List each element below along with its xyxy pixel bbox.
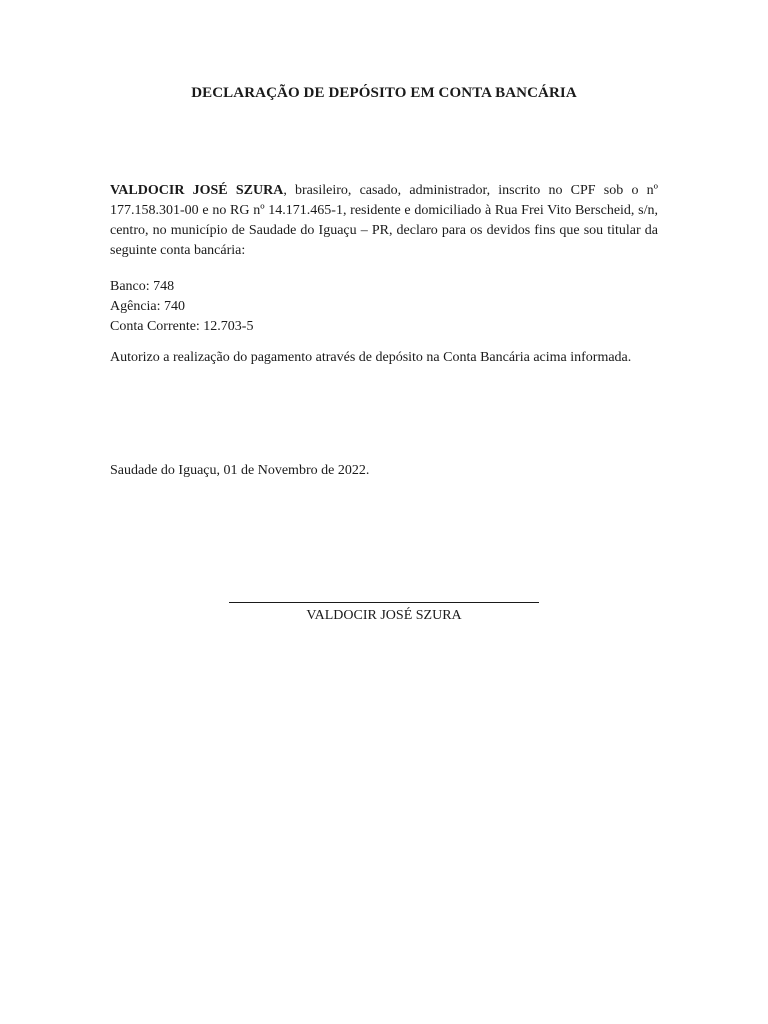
document-title: DECLARAÇÃO DE DEPÓSITO EM CONTA BANCÁRIA	[191, 85, 577, 101]
intro-text: , brasileiro, casado, administrador, inscrito no CPF sob o nº 177.158.301-00 e no RG nº 14.171.465-1, residente e domiciliado à Rua Frei Vito Berscheid, s/n, centro, no município de Saudade do Iguaçu – PR, declaro para os devidos fins que sou titular da seguinte conta bancária:	[110, 183, 658, 258]
intro-paragraph	[110, 181, 658, 261]
account-line: Conta Corrente: 12.703-5	[110, 319, 254, 334]
agency-line: Agência: 740	[110, 299, 186, 314]
bank-line: Banco: 748	[110, 279, 175, 294]
signature-line	[229, 602, 539, 603]
declarant-name: VALDOCIR JOSÉ SZURA	[110, 183, 284, 198]
authorization-paragraph: Autorizo a realização do pagamento através de depósito na Conta Bancária acima informada.	[110, 350, 632, 365]
place-date: Saudade do Iguaçu, 01 de Novembro de 2022.	[110, 463, 370, 478]
signature-name: VALDOCIR JOSÉ SZURA	[306, 608, 462, 623]
bank-details	[110, 277, 253, 337]
